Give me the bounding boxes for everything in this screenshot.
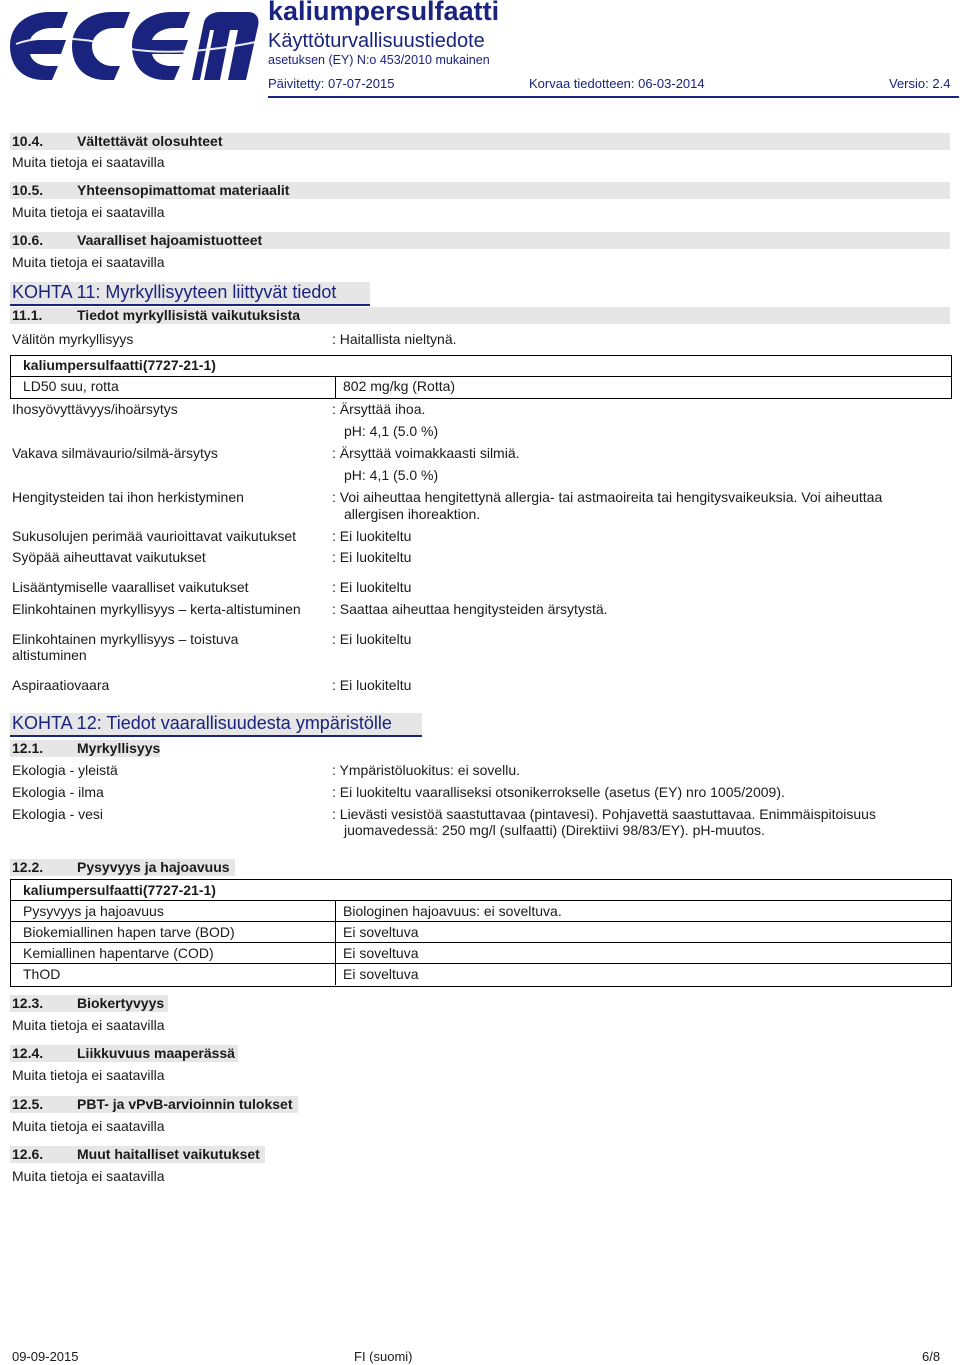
degradability-row-label: Biokemiallinen hapen tarve (BOD): [23, 924, 235, 940]
degradability-substance: kaliumpersulfaatti(7727-21-1): [23, 882, 216, 898]
footer-date: 09-09-2015: [12, 1349, 79, 1364]
degradability-row-value: Biologinen hajoavuus: ei soveltuva.: [343, 903, 562, 919]
degradability-row-value: Ei soveltuva: [343, 924, 419, 940]
ecem-logo: [6, 6, 260, 82]
footer-page: 6/8: [922, 1349, 941, 1364]
footer-language: FI (suomi): [354, 1349, 413, 1364]
eco-air-value: : Ei luokiteltu vaaralliseksi otsonikerrokselle (asetus (EY) nro 1005/2009).: [332, 784, 785, 800]
s12-3-text: Muita tietoja ei saatavilla: [12, 1017, 165, 1033]
aspiration-label: Aspiraatiovaara: [12, 677, 110, 693]
skin-value: : Ärsyttää ihoa.: [332, 401, 426, 417]
eco-general-value: : Ympäristöluokitus: ei sovellu.: [332, 762, 521, 778]
subsection-12-5: 12.5. PBT- ja vPvB-arvioinnin tulokset: [10, 1096, 298, 1113]
sensitisation-label: Hengitysteiden tai ihon herkistyminen: [12, 489, 244, 505]
reproductive-value: : Ei luokiteltu: [332, 579, 412, 595]
subsection-11-1: 11.1. Tiedot myrkyllisistä vaikutuksista: [10, 307, 950, 324]
degradability-row-value: Ei soveltuva: [343, 966, 419, 982]
subsection-12-2: 12.2. Pysyvyys ja hajoavuus: [10, 859, 235, 876]
subsection-12-3: 12.3. Biokertyvyys: [10, 995, 168, 1012]
subsection-12-1: 12.1. Myrkyllisyys: [12, 740, 161, 756]
subsection-12-6: 12.6. Muut haitalliset vaikutukset: [10, 1146, 265, 1163]
section-12-heading: KOHTA 12: Tiedot vaarallisuudesta ympäristölle: [10, 713, 422, 737]
acute-toxicity-value: : Haitallista nieltynä.: [332, 331, 457, 347]
s12-4-text: Muita tietoja ei saatavilla: [12, 1067, 165, 1083]
eco-general-label: Ekologia - yleistä: [12, 762, 118, 778]
stot-se-label: Elinkohtainen myrkyllisyys – kerta-altistuminen: [12, 601, 301, 617]
stot-re-value: : Ei luokiteltu: [332, 631, 412, 647]
s12-5-text: Muita tietoja ei saatavilla: [12, 1118, 165, 1134]
eye-ph: pH: 4,1 (5.0 %): [344, 467, 439, 483]
eye-label: Vakava silmävaurio/silmä-ärsytys: [12, 445, 218, 461]
stot-re-label: Elinkohtainen myrkyllisyys – toistuva: [12, 631, 239, 647]
replaces-date: Korvaa tiedotteen: 06-03-2014: [529, 76, 705, 91]
degradability-row-label: Kemiallinen hapentarve (COD): [23, 945, 214, 961]
subsection-12-4: 12.4. Liikkuvuus maaperässä: [10, 1045, 238, 1062]
carcinogenicity-label: Syöpää aiheuttavat vaikutukset: [12, 549, 206, 565]
stot-re-label-2: altistuminen: [12, 647, 87, 663]
s10-4-text: Muita tietoja ei saatavilla: [12, 154, 165, 170]
eco-water-value-2: juomavedessä: 250 mg/l (sulfaatti) (Direktiivi 98/83/EY). pH-muutos.: [344, 822, 765, 838]
document-title: kaliumpersulfaatti: [268, 0, 500, 26]
subsection-10-4: 10.4. Vältettävät olosuhteet: [10, 133, 950, 150]
eco-water-value: : Lievästi vesistöä saastuttavaa (pintavesi). Pohjavettä saastuttavaa. Enimmäispitoisuus: [332, 806, 876, 822]
mutagenicity-label: Sukusolujen perimää vaurioittavat vaikutukset: [12, 528, 297, 544]
skin-label: Ihosyövyttävyys/ihoärsytys: [12, 401, 178, 417]
regulation-note: asetuksen (EY) N:o 453/2010 mukainen: [268, 53, 490, 67]
ld50-label: LD50 suu, rotta: [23, 378, 119, 394]
header-rule: [268, 96, 959, 98]
document-subtitle: Käyttöturvallisuustiedote: [268, 30, 485, 52]
stot-se-value: : Saattaa aiheuttaa hengitysteiden ärsytystä.: [332, 601, 608, 617]
updated-date: Päivitetty: 07-07-2015: [268, 76, 395, 91]
eco-water-label: Ekologia - vesi: [12, 806, 104, 822]
eco-air-label: Ekologia - ilma: [12, 784, 104, 800]
s12-6-text: Muita tietoja ei saatavilla: [12, 1168, 165, 1184]
acute-toxicity-label: Välitön myrkyllisyys: [12, 331, 134, 347]
degradability-row-label: ThOD: [23, 966, 61, 982]
aspiration-value: : Ei luokiteltu: [332, 677, 412, 693]
s10-6-text: Muita tietoja ei saatavilla: [12, 254, 165, 270]
ld50-substance: kaliumpersulfaatti(7727-21-1): [23, 357, 216, 373]
mutagenicity-value: : Ei luokiteltu: [332, 528, 412, 544]
subsection-10-5: 10.5. Yhteensopimattomat materiaalit: [10, 182, 950, 199]
carcinogenicity-value: : Ei luokiteltu: [332, 549, 412, 565]
section-11-heading: KOHTA 11: Myrkyllisyyteen liittyvät tiedot: [10, 282, 370, 306]
reproductive-label: Lisääntymiselle vaaralliset vaikutukset: [12, 579, 249, 595]
s10-5-text: Muita tietoja ei saatavilla: [12, 204, 165, 220]
skin-ph: pH: 4,1 (5.0 %): [344, 423, 439, 439]
ld50-value: 802 mg/kg (Rotta): [343, 378, 456, 394]
eye-value: : Ärsyttää voimakkaasti silmiä.: [332, 445, 520, 461]
degradability-row-value: Ei soveltuva: [343, 945, 419, 961]
sensitisation-value-2: allergisen ihoreaktion.: [344, 506, 481, 522]
degradability-row-label: Pysyvyys ja hajoavuus: [23, 903, 164, 919]
subsection-10-6: 10.6. Vaaralliset hajoamistuotteet: [10, 232, 950, 249]
sensitisation-value: : Voi aiheuttaa hengitettynä allergia- tai astmaoireita tai hengitysvaikeuksia. Voi aiheuttaa: [332, 489, 883, 505]
version-label: Versio: 2.4: [889, 76, 951, 91]
